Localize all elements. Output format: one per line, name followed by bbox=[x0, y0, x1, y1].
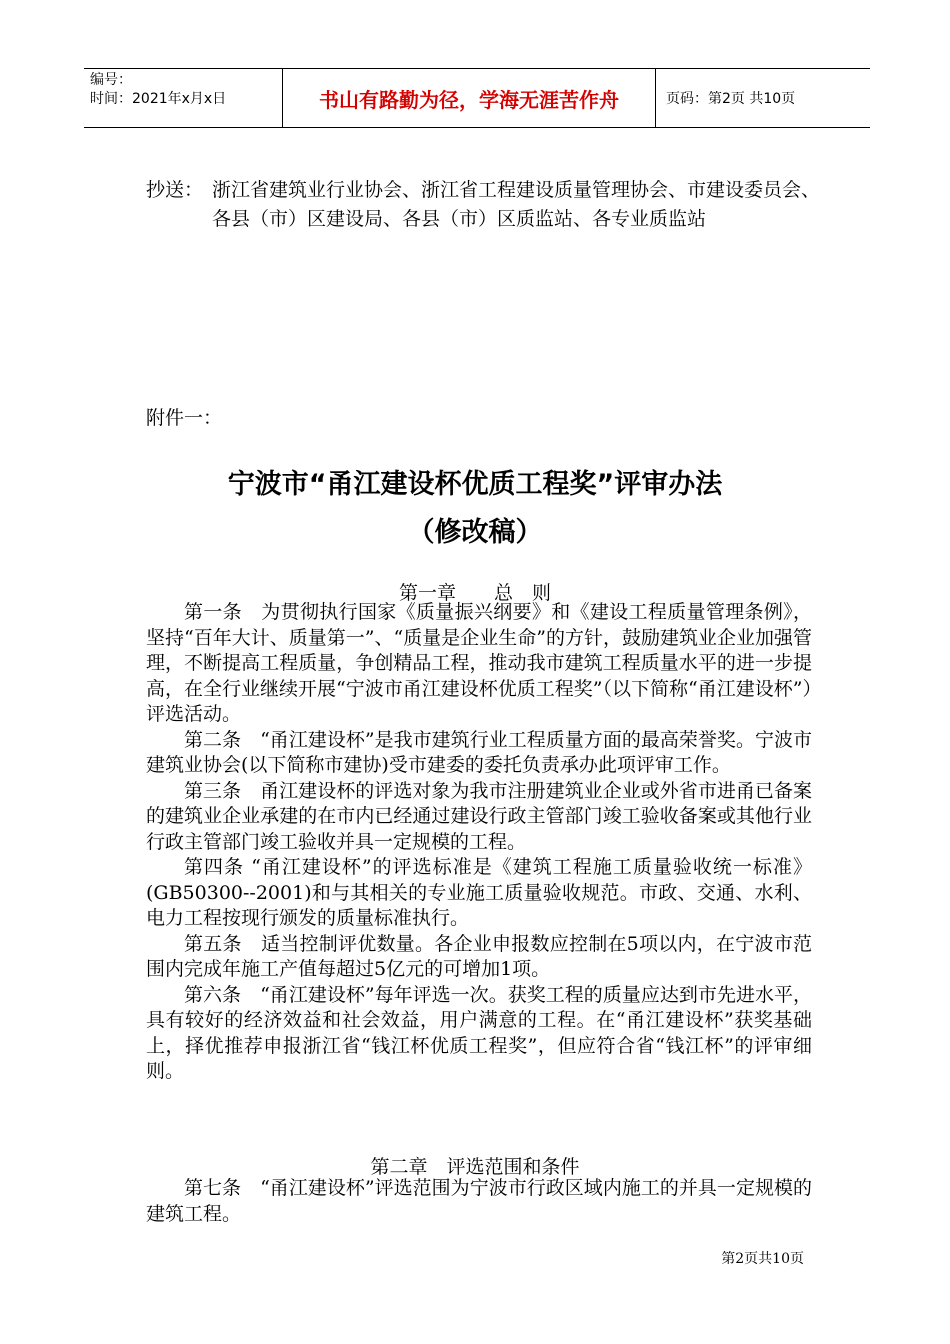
number-label: 编号： bbox=[90, 72, 132, 88]
header-motto: 书山有路勤为径，学海无涯苦作舟 bbox=[282, 69, 656, 127]
chapter-1-body bbox=[146, 600, 812, 1085]
article-2: 第二条 “甬江建设杯”是我市建筑行业工程质量方面的最高荣誉奖。宁波市建筑业协会(以下简称市建协)受市建委的委托负责承办此项评审工作。 bbox=[146, 728, 812, 776]
cc-label: 抄送： bbox=[146, 179, 204, 201]
time-label: 时间：2021年x月x日 bbox=[90, 91, 227, 107]
document-subtitle: （修改稿） bbox=[407, 517, 543, 548]
article-4: 第四条 “甬江建设杯”的评选标准是《建筑工程施工质量验收统一标准》(GB50300--2001)和与其相关的专业施工质量验收规范。市政、交通、水利、电力工程按现行颁发的质量标准执行。 bbox=[146, 856, 812, 929]
chapter-2-heading: 第二章 评选范围和条件 bbox=[370, 1156, 580, 1178]
cc-recipients: 浙江省建筑业行业协会、浙江省工程建设质量管理协会、市建设委员会、各县（市）区建设局、各县（市）区质监站、各专业质监站 bbox=[212, 179, 821, 230]
document-title: 宁波市“甬江建设杯优质工程奖”评审办法 bbox=[227, 469, 723, 500]
page-header bbox=[84, 68, 870, 128]
article-3: 第三条 甬江建设杯的评选对象为我市注册建筑业企业或外省市进甬已备案的建筑业企业承建的在市内已经通过建设行政主管部门竣工验收备案或其他行业行政主管部门竣工验收并具一定规模的工程。 bbox=[146, 779, 812, 853]
page-footer: 第2页共10页 bbox=[721, 1251, 804, 1267]
attachment-label: 附件一： bbox=[146, 407, 223, 429]
header-meta bbox=[90, 71, 280, 109]
header-page-label: 页码：第2页 共10页 bbox=[666, 91, 796, 107]
article-5: 第五条 适当控制评优数量。各企业申报数应控制在5项以内，在宁波市范围内完成年施工产值每超过5亿元的可增加1项。 bbox=[146, 932, 812, 980]
cc-section bbox=[146, 176, 826, 234]
chapter-1-heading: 第一章 总 则 bbox=[398, 582, 551, 604]
article-7: 第七条 “甬江建设杯”评选范围为宁波市行政区域内施工的并具一定规模的建筑工程。 bbox=[146, 1177, 812, 1225]
article-6: 第六条 “甬江建设杯”每年评选一次。获奖工程的质量应达到市先进水平，具有较好的经济效益和社会效益，用户满意的工程。在“甬江建设杯”获奖基础上，择优推荐申报浙江省“钱江杯优质工程奖”，但应符合省“钱江杯”的评审细则。 bbox=[146, 983, 812, 1082]
chapter-2-body bbox=[146, 1176, 812, 1227]
article-1: 第一条 为贯彻执行国家《质量振兴纲要》和《建设工程质量管理条例》，坚持“百年大计、质量第一”、“质量是企业生命”的方针，鼓励建筑业企业加强管理，不断提高工程质量，争创精品工程，推动我市建筑工程质量水平的进一步提高，在全行业继续开展“宁波市甬江建设杯优质工程奖”（以下简称“甬江建设杯”）评选活动。 bbox=[146, 601, 812, 725]
